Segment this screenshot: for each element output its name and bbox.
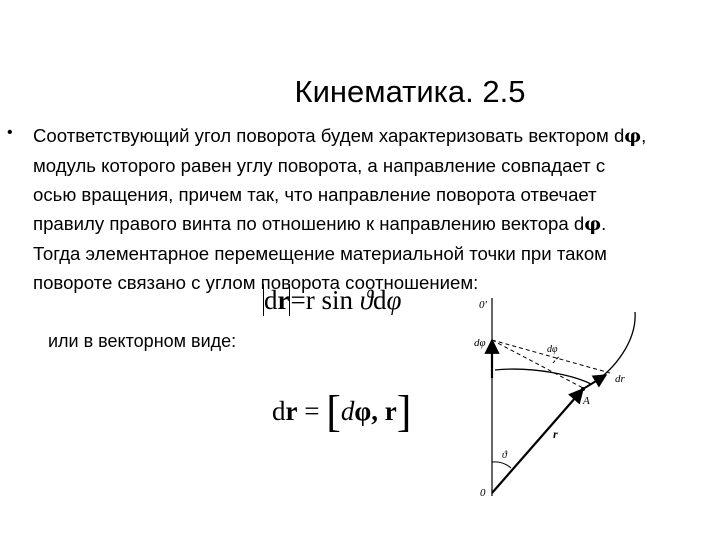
vector-form-caption: или в векторном виде: xyxy=(48,331,237,351)
paragraph-line: модуль которого равен углу поворота, а направление совпадает с xyxy=(33,155,606,176)
origin-label: 0 xyxy=(480,487,486,499)
point-a-label: A xyxy=(583,395,590,407)
rotation-diagram xyxy=(465,278,645,508)
bullet-marker: • xyxy=(7,124,13,141)
dphi-label: dφ xyxy=(474,337,486,349)
dashed-radius-1 xyxy=(492,340,583,388)
paragraph-line: Соответствующий угол поворота будем характеризовать вектором dφ, xyxy=(33,125,647,147)
paragraph-line: повороте связано с углом поворота соотношением: xyxy=(33,272,479,293)
radius-vector xyxy=(492,389,583,493)
dr-label: dr xyxy=(615,373,625,385)
point-a xyxy=(581,387,585,391)
theta-angle-arc xyxy=(492,462,511,468)
theta-label: ϑ xyxy=(502,450,507,461)
paragraph-line: правилу правого винта по отношению к направлению вектора dφ. xyxy=(33,213,607,235)
slide-title: Кинематика. 2.5 xyxy=(294,74,526,109)
radius-label: r xyxy=(553,427,558,441)
axis-top-label: 0' xyxy=(479,299,487,311)
bullet-paragraph xyxy=(33,121,708,297)
formula-scalar: dr=r sin ϑdφ xyxy=(264,285,402,315)
paragraph-line: осью вращения, причем так, что направление поворота отвечает xyxy=(33,184,597,205)
formula-vector: dr = [dφ, r] xyxy=(272,387,412,436)
dphi-arc-label: dφ xyxy=(547,344,558,355)
paragraph-line: Тогда элементарное перемещение материальной точки при таком xyxy=(33,243,607,264)
